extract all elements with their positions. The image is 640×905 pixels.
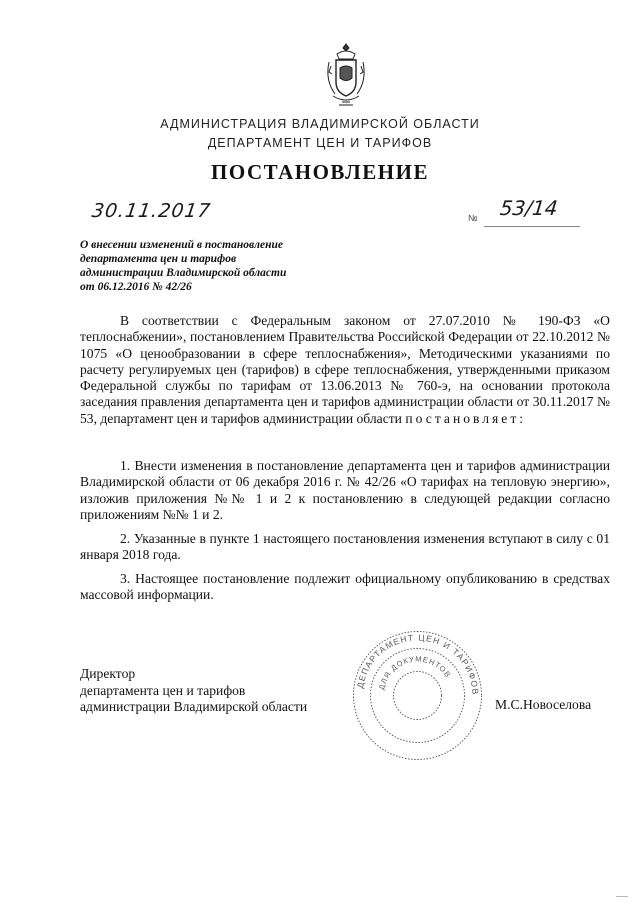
preamble-paragraph (80, 313, 610, 427)
signatory-name: М.С.Новоселова (495, 697, 592, 712)
preamble-text: В соответствии с Федеральным законом от 27.07.2010 № 190-ФЗ «О теплоснабжении», постановлением Правительства Российской Федерации от 22.10.2012 № 1075 «О ценообразовании в сфере теплоснабжения», Методическими указаниями по расчету регулируемых цен (тарифов) в сфере теплоснабжения, утвержденными приказом Федеральной службы по тарифам от 13.06.2013 № 760-э, на основании протокола заседания правления департамента цен и тарифов администрации области от 30.11.2017 № 53, департамент цен и тарифов администрации области (80, 313, 610, 426)
organization-name: АДМИНИСТРАЦИЯ ВЛАДИМИРСКОЙ ОБЛАСТИ (160, 117, 480, 131)
stamp-outer-text: ДЕПАРТАМЕНТ ЦЕН И ТАРИФОВ (354, 632, 481, 696)
signatory-line: Директор (80, 666, 136, 681)
svg-text:ДЛЯ ДОКУМЕНТОВ (377, 654, 453, 690)
document-number: 53/14 (498, 196, 559, 220)
department-name: ДЕПАРТАМЕНТ ЦЕН И ТАРИФОВ (207, 136, 433, 150)
subject-line: от 06.12.2016 № 42/26 (80, 281, 192, 293)
subject-line: О внесении изменений в постановление (80, 239, 284, 251)
subject-line: администрации Владимирской области (80, 267, 287, 279)
stamp-inner-text: ДЛЯ ДОКУМЕНТОВ (376, 654, 453, 691)
svg-text:ДЕПАРТАМЕНТ ЦЕН И ТАРИФОВ (355, 632, 481, 695)
coat-of-arms-icon (325, 42, 367, 108)
item-1-paragraph: 1. Внести изменения в постановление департамента цен и тарифов администрации Владимирской области от 06 декабря 2016 г. № 42/26 «О тарифах на тепловую энергию», изложив приложения №№ 1 и 2 к постановлению в следующей редакции согласно приложениям №№ 1 и 2. (80, 458, 610, 522)
subject-line: департамента цен и тарифов (80, 253, 237, 265)
document-subject (80, 238, 360, 294)
document-title: ПОСТАНОВЛЕНИЕ (211, 160, 429, 184)
item-3-paragraph: 3. Настоящее постановление подлежит официальному опубликованию в средствах массовой информации. (80, 571, 610, 603)
signatory-title (80, 666, 307, 716)
official-stamp (350, 628, 485, 763)
document-date: 30.11.2017 (90, 200, 213, 222)
resolution-verb: постановляет: (405, 410, 527, 426)
page-corner-mark (616, 890, 628, 897)
number-sign: № (468, 213, 478, 223)
item-2-paragraph: 2. Указанные в пункте 1 настоящего постановления изменения вступают в силу с 01 января 2018 года. (80, 531, 610, 563)
signatory-line: администрации Владимирской области (80, 699, 308, 714)
number-underline (484, 226, 580, 227)
signatory-line: департамента цен и тарифов (80, 682, 246, 698)
